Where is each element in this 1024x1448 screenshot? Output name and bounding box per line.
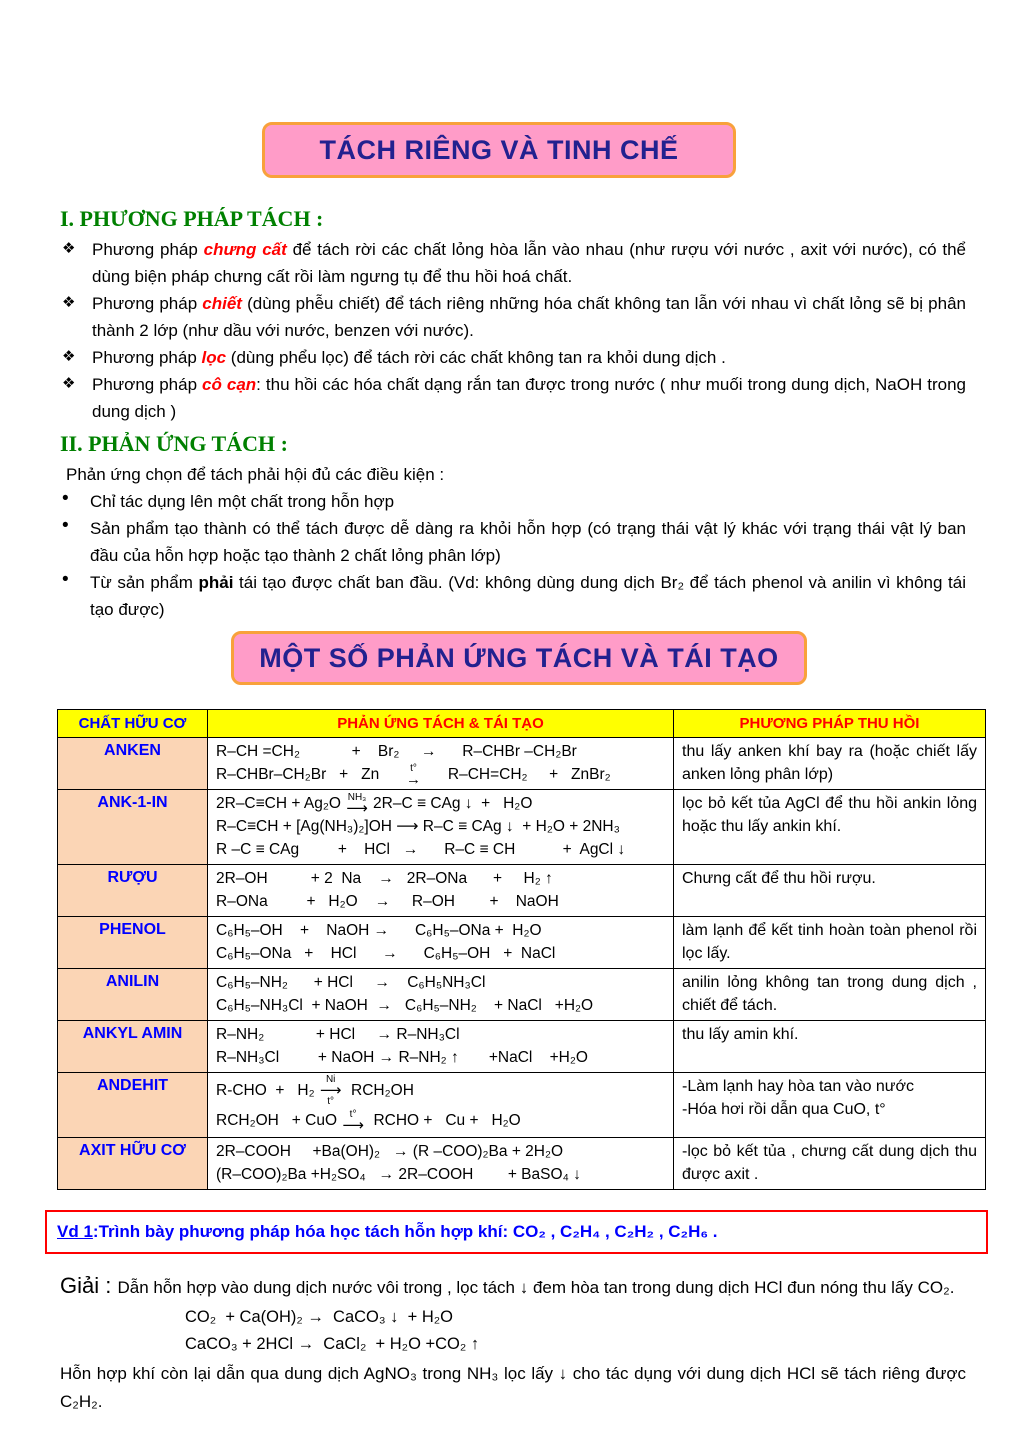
eq-segment: RCHO + Cu + H₂O — [364, 1112, 521, 1129]
section-2-intro: Phản ứng chọn để tách phải hội đủ các điều kiện : — [66, 465, 445, 484]
equation-line — [216, 763, 669, 786]
round-bullet-icon: • — [62, 515, 69, 536]
compound-label: AXIT HỮU CƠ — [58, 1138, 208, 1190]
condition-bullet — [62, 515, 966, 569]
red-keyword: chiết — [202, 294, 242, 313]
diamond-bullet-icon: ❖ — [62, 240, 76, 257]
text-segment: (dùng phểu lọc) để tách rời các chất không tan ra khỏi dung dịch . — [226, 348, 726, 367]
condition-bullet — [62, 488, 966, 515]
bullet-text: Sản phẩm tạo thành có thể tách được dễ dàng ra khỏi hỗn hợp (có trạng thái vật lý khác với trạng thái vật lý ban đầu của hỗn hợp hoặc tạo thành 2 chất lỏng phân lớp) — [90, 519, 966, 565]
diamond-bullet-icon: ❖ — [62, 375, 76, 392]
equation-line: R –C ≡ CAg + HCl → R–C ≡ CH + AgCl ↓ — [216, 841, 626, 858]
method-bullet-chung-cat — [62, 236, 966, 290]
reaction-arrow — [320, 1075, 342, 1107]
method-bullet-chiet — [62, 290, 966, 344]
solution-equation: CO₂ + Ca(OH)₂ → CaCO₃ ↓ + H₂O — [185, 1308, 453, 1326]
solution-closing-paragraph: Hỗn hợp khí còn lại dẫn qua dung dịch AgNO₃ trong NH₃ lọc lấy ↓ cho tác dụng với dung dịch HCl sẽ tách riêng được C₂H₂. — [60, 1364, 966, 1411]
bold-word: phải — [198, 573, 234, 592]
eq-segment: R-CHO + H₂ — [216, 1082, 319, 1100]
text-segment: Phương pháp — [92, 294, 203, 313]
compound-label: PHENOL — [58, 917, 208, 969]
bullet-text — [92, 290, 966, 344]
page-title: TÁCH RIÊNG VÀ TINH CHẾ — [319, 134, 679, 165]
red-keyword: lọc — [201, 348, 227, 367]
diamond-bullet-icon: ❖ — [62, 294, 76, 311]
eq-segment: R–CH=CH₂ + ZnBr₂ — [422, 766, 611, 783]
text-segment: tái tạo được chất ban đầu. (Vd: không dùng dung dịch Br₂ để tách phenol và anilin vì không tái tạo được) — [90, 573, 966, 619]
equation-line: C₆H₅–NH₃Cl + NaOH → C₆H₅–NH₂ + NaCl +H₂O — [216, 997, 594, 1014]
method-line: -Hóa hơi rồi dẫn qua CuO, t° — [682, 1101, 886, 1118]
eq-segment: R–CHBr–CH₂Br + Zn — [216, 766, 406, 783]
reaction-arrow — [342, 1110, 364, 1132]
reactions-cell — [208, 1138, 674, 1190]
reactions-cell — [208, 865, 674, 917]
solution-equations — [185, 1304, 1024, 1358]
text-segment: Từ sản phẩm — [90, 573, 199, 592]
eq-segment: RCH₂OH + CuO — [216, 1112, 342, 1129]
table-row-ankyl-amin — [58, 1021, 986, 1073]
method-line: Chưng cất để thu hồi rượu. — [682, 870, 876, 887]
equation-line: 2R–OH + 2 Na → 2R–ONa + H₂ ↑ — [216, 870, 553, 887]
solution-equation: CaCO₃ + 2HCl → CaCl₂ + H₂O +CO₂ ↑ — [185, 1335, 480, 1353]
equation-line — [216, 1075, 669, 1107]
method-line: thu lấy anken khí bay ra (hoặc chiết lấy anken lỏng phân lớp) — [682, 743, 977, 783]
solution-label: Giải : — [60, 1273, 118, 1298]
header-organic-compound: CHẤT HỮU CƠ — [58, 710, 208, 738]
eq-segment: RCH₂OH — [342, 1082, 414, 1100]
compound-label: ANILIN — [58, 969, 208, 1021]
solution-text: Dẫn hỗn hợp vào dung dịch nước vôi trong , lọc tách ↓ đem hòa tan trong dung dịch HCl đun nóng thu lấy CO₂. — [117, 1278, 955, 1297]
equation-line: (R–COO)₂Ba +H₂SO₄ → 2R–COOH + BaSO₄ ↓ — [216, 1166, 581, 1183]
equation-line: R–NH₂ + HCl → R–NH₃Cl — [216, 1026, 460, 1043]
header-reactions: PHẢN ỨNG TÁCH & TÁI TẠO — [208, 710, 674, 738]
title-banner — [262, 122, 736, 178]
condition-bullet — [62, 569, 966, 623]
eq-segment: 2R–C≡CH + Ag₂O — [216, 795, 346, 812]
reaction-arrow — [406, 764, 421, 786]
table-row-andehit — [58, 1073, 986, 1138]
equation-line: C₆H₅–NH₂ + HCl → C₆H₅NH₃Cl — [216, 974, 486, 991]
arrow-glyph: ⟶ — [319, 1082, 342, 1099]
method-bullet-loc — [62, 344, 966, 371]
table-row-anken — [58, 738, 986, 790]
recovery-method-cell — [674, 865, 986, 917]
compound-label: RƯỢU — [58, 865, 208, 917]
example-label: Vd 1 — [57, 1222, 93, 1241]
arrow-condition: Ni — [325, 1074, 336, 1085]
table-row-anilin — [58, 969, 986, 1021]
arrow-glyph: ⟶ — [346, 799, 368, 817]
equation-line: R–NH₃Cl + NaOH → R–NH₂ ↑ +NaCl +H₂O — [216, 1049, 588, 1066]
table-header-row — [58, 710, 986, 738]
text-segment: để tách rời các chất lỏng hòa lẫn vào nhau (như rượu với nước , axit với nước), có thể dùng biện pháp chưng cất rồi làm ngưng tụ để thu hồi hoá chất. — [92, 240, 966, 286]
reactions-cell — [208, 917, 674, 969]
reaction-arrow — [346, 793, 368, 815]
reactions-cell — [208, 738, 674, 790]
example-text: Trình bày phương pháp hóa học tách hỗn hợp khí: CO₂ , C₂H₄ , C₂H₂ , C₂H₆ . — [98, 1222, 718, 1241]
equation-line: C₆H₅–ONa + HCl → C₆H₅–OH + NaCl — [216, 945, 556, 962]
compound-label: ANKEN — [58, 738, 208, 790]
example-1-box — [45, 1210, 988, 1254]
equation-line: R–ONa + H₂O → R–OH + NaOH — [216, 893, 559, 910]
bullet-text — [92, 344, 966, 371]
text-segment: Phương pháp — [92, 375, 203, 394]
method-line: -lọc bỏ kết tủa , chưng cất dung dịch thu được axit . — [682, 1143, 977, 1183]
compound-label: ANDEHIT — [58, 1073, 208, 1138]
equation-line: 2R–COOH +Ba(OH)₂ → (R –COO)₂Ba + 2H₂O — [216, 1143, 564, 1160]
red-keyword: chưng cất — [203, 240, 287, 259]
header-recovery-method: PHƯƠNG PHÁP THU HỒI — [674, 710, 986, 738]
method-line: thu lấy amin khí. — [682, 1026, 799, 1043]
bullet-text — [90, 569, 966, 623]
eq-segment: 2R–C ≡ CAg ↓ + H₂O — [368, 795, 533, 812]
text-segment: Phương pháp — [92, 348, 202, 367]
text-segment: Phương pháp — [92, 240, 204, 259]
text-segment: (dùng phễu chiết) để tách riêng những hóa chất không tan lẫn với nhau vì chất lỏng sẽ bị phân thành 2 lớp (như dầu với nước, benzen với nước). — [92, 294, 967, 340]
equation-line: R–C≡CH + [Ag(NH₃)₂]OH ⟶ R–C ≡ CAg ↓ + H₂O + 2NH₃ — [216, 818, 620, 835]
method-line: anilin lỏng không tan trong dung dịch , chiết để tách. — [682, 974, 977, 1014]
compound-label: ANK-1-IN — [58, 790, 208, 865]
equation-line: R–CH =CH₂ + Br₂ → R–CHBr –CH₂Br — [216, 743, 577, 760]
recovery-method-cell — [674, 790, 986, 865]
arrow-condition: NH₃ — [347, 791, 367, 803]
text-segment: : thu hồi các hóa chất dạng rắn tan được trong nước ( như muối trong dung dịch, NaOH trong dung dịch ) — [92, 375, 966, 421]
recovery-method-cell — [674, 1138, 986, 1190]
recovery-method-cell — [674, 917, 986, 969]
arrow-glyph: ⟶ — [342, 1116, 364, 1134]
section-1-heading: I. PHƯƠNG PHÁP TÁCH : — [60, 206, 324, 231]
equation-line — [216, 1107, 669, 1134]
red-keyword: cô cạn — [202, 375, 257, 394]
separation-reactions-table — [57, 709, 986, 1190]
method-line: làm lạnh để kết tinh hoàn toàn phenol rồi lọc lấy. — [682, 922, 977, 962]
bullet-text — [92, 371, 966, 425]
recovery-method-cell — [674, 738, 986, 790]
equation-line: C₆H₅–OH + NaOH → C₆H₅–ONa + H₂O — [216, 922, 542, 939]
reactions-cell — [208, 1073, 674, 1138]
reactions-cell — [208, 969, 674, 1021]
method-line: lọc bỏ kết tủa AgCl để thu hồi ankin lỏng hoặc thu lấy ankin khí. — [682, 795, 977, 835]
recovery-method-cell — [674, 1073, 986, 1138]
bullet-text: Chỉ tác dụng lên một chất trong hỗn hợp — [90, 492, 395, 511]
arrow-glyph: → — [406, 770, 422, 788]
example-colon: : — [92, 1222, 99, 1241]
compound-label: ANKYL AMIN — [58, 1021, 208, 1073]
recovery-method-cell — [674, 1021, 986, 1073]
round-bullet-icon: • — [62, 488, 69, 509]
arrow-condition-under: t° — [327, 1096, 335, 1107]
table-row-ruou — [58, 865, 986, 917]
method-line: -Làm lạnh hay hòa tan vào nước — [682, 1078, 915, 1095]
bullet-text — [92, 236, 966, 290]
arrow-condition: t° — [349, 1108, 357, 1120]
table-banner-title: MỘT SỐ PHẢN ỨNG TÁCH VÀ TÁI TẠO — [259, 642, 779, 673]
recovery-method-cell — [674, 969, 986, 1021]
equation-line — [216, 792, 669, 815]
table-banner — [231, 631, 807, 685]
section-2-heading: II. PHẢN ỨNG TÁCH : — [60, 431, 288, 456]
solution-paragraph — [60, 1272, 966, 1302]
table-row-axit-huu-co — [58, 1138, 986, 1190]
arrow-condition: t° — [410, 762, 417, 774]
method-bullet-co-can — [62, 371, 966, 425]
table-row-ank-1-in — [58, 790, 986, 865]
diamond-bullet-icon: ❖ — [62, 348, 76, 365]
reactions-cell — [208, 1021, 674, 1073]
reactions-cell — [208, 790, 674, 865]
table-row-phenol — [58, 917, 986, 969]
round-bullet-icon: • — [62, 569, 69, 590]
